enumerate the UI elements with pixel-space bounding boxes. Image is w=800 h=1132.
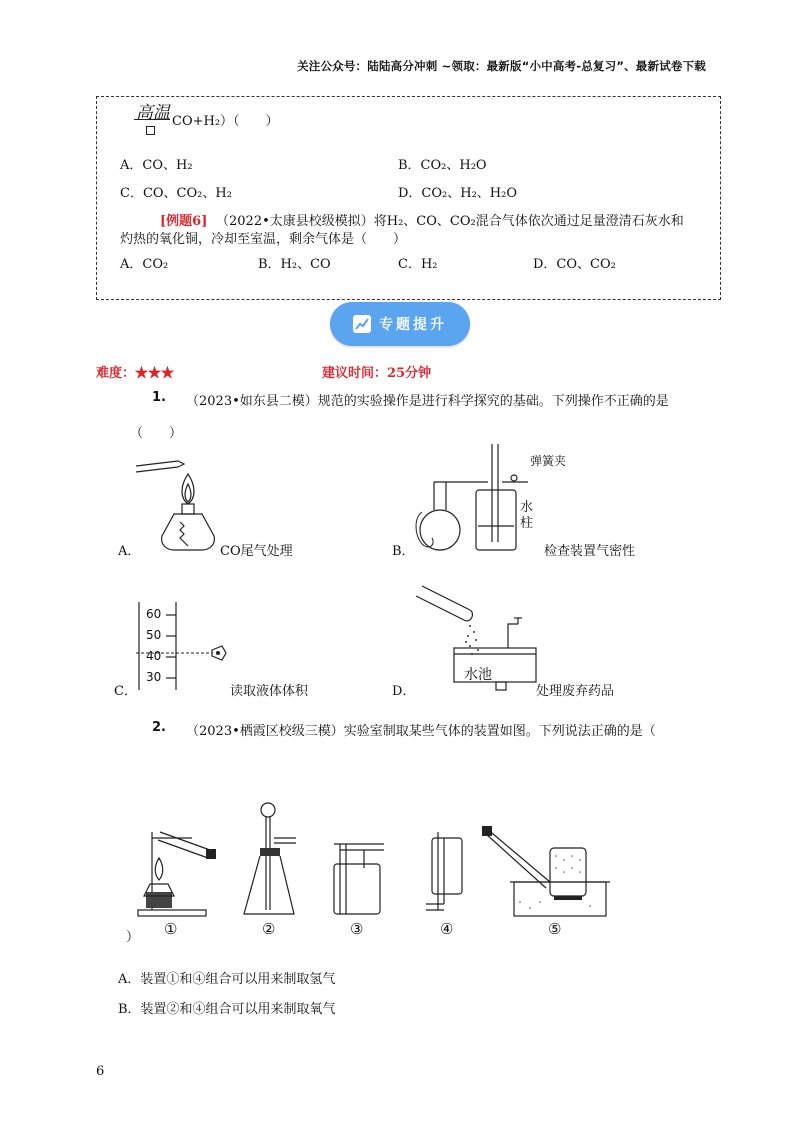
q2-text: （2023•栖霞区校级三模）实验室制取某些气体的装置如图。下列说法正确的是（ <box>186 724 656 739</box>
q1-option-b-caption: 检查装置气密性 <box>544 544 636 559</box>
example6-option-b: B．H₂、CO <box>258 257 331 272</box>
q1-option-c-caption: 读取液体体积 <box>230 684 309 699</box>
tick-60: 60 <box>146 607 162 621</box>
burner-figure <box>130 452 220 558</box>
tick-30: 30 <box>146 670 162 684</box>
device-label-5: ⑤ <box>548 920 562 938</box>
q1-option-d-caption: 处理废弃药品 <box>536 684 615 699</box>
label-sink: 水池 <box>464 667 492 683</box>
q2-number: 2. <box>152 720 166 735</box>
device-label-1: ① <box>164 920 178 938</box>
q1-text: （2023•如东县二模）规范的实验操作是进行科学探究的基础。下列操作不正确的是 <box>186 394 669 409</box>
example6-tag: [例题6] <box>160 214 208 229</box>
device-label-3: ③ <box>350 920 364 938</box>
apparatus-figure <box>130 798 610 922</box>
q1-option-a-caption: CO尾气处理 <box>220 544 293 559</box>
section-badge-label: 专题提升 <box>379 317 447 333</box>
suggested-time: 建议时间：25分钟 <box>322 366 432 381</box>
prev-option-d: D．CO₂、H₂、H₂O <box>398 186 517 201</box>
prev-option-c: C．CO、CO₂、H₂ <box>120 186 232 201</box>
example6-text-line2: 灼热的氧化铜，冷却至室温，剩余气体是（ ） <box>120 232 407 247</box>
q2-option-a: A．装置①和④组合可以用来制取氢气 <box>118 972 336 987</box>
example6-option-c: C．H₂ <box>398 257 438 272</box>
tick-40: 40 <box>146 649 162 663</box>
device-label-4: ④ <box>440 920 454 938</box>
example6-text-line1: （2022•太康县校级模拟）将H₂、CO、CO₂混合气体依次通过足量澄清石灰水和 <box>216 214 684 229</box>
equation-rest: CO+H₂）（ ） <box>172 114 279 129</box>
equation-bar <box>134 119 170 120</box>
example6-option-a: A．CO₂ <box>120 257 169 272</box>
section-badge <box>330 302 470 346</box>
difficulty: 难度：★★★ <box>96 366 175 381</box>
q1-option-a-letter: A． <box>118 544 141 559</box>
device-label-2: ② <box>262 920 276 938</box>
label-spring-clamp: 弹簧夹 <box>530 454 567 468</box>
q2-paren-close: ） <box>126 930 140 945</box>
label-water-1: 水 <box>520 500 534 515</box>
q1-paren: （ ） <box>130 426 183 441</box>
tick-50: 50 <box>146 628 162 642</box>
q1-option-c-letter: C． <box>114 684 137 699</box>
example6-option-d: D．CO、CO₂ <box>533 257 616 272</box>
chart-icon <box>353 315 371 333</box>
airtight-figure <box>408 442 538 558</box>
prev-option-b: B．CO₂、H₂O <box>398 158 487 173</box>
q1-option-b-letter: B． <box>392 544 415 559</box>
q1-option-d-letter: D． <box>392 684 416 699</box>
q2-option-b: B．装置②和④组合可以用来制取氧气 <box>118 1002 336 1017</box>
prev-option-a: A．CO、H₂ <box>120 158 193 173</box>
page-number: 6 <box>96 1064 105 1079</box>
label-water-2: 柱 <box>520 516 534 531</box>
equation-box-icon <box>146 126 155 135</box>
q1-number: 1. <box>152 390 166 405</box>
equation-condition: 高温 <box>136 103 170 123</box>
page-header: 关注公众号：陆陆高分冲刺 ~领取：最新版“小中高考-总复习”、最新试卷下载 <box>297 59 706 73</box>
